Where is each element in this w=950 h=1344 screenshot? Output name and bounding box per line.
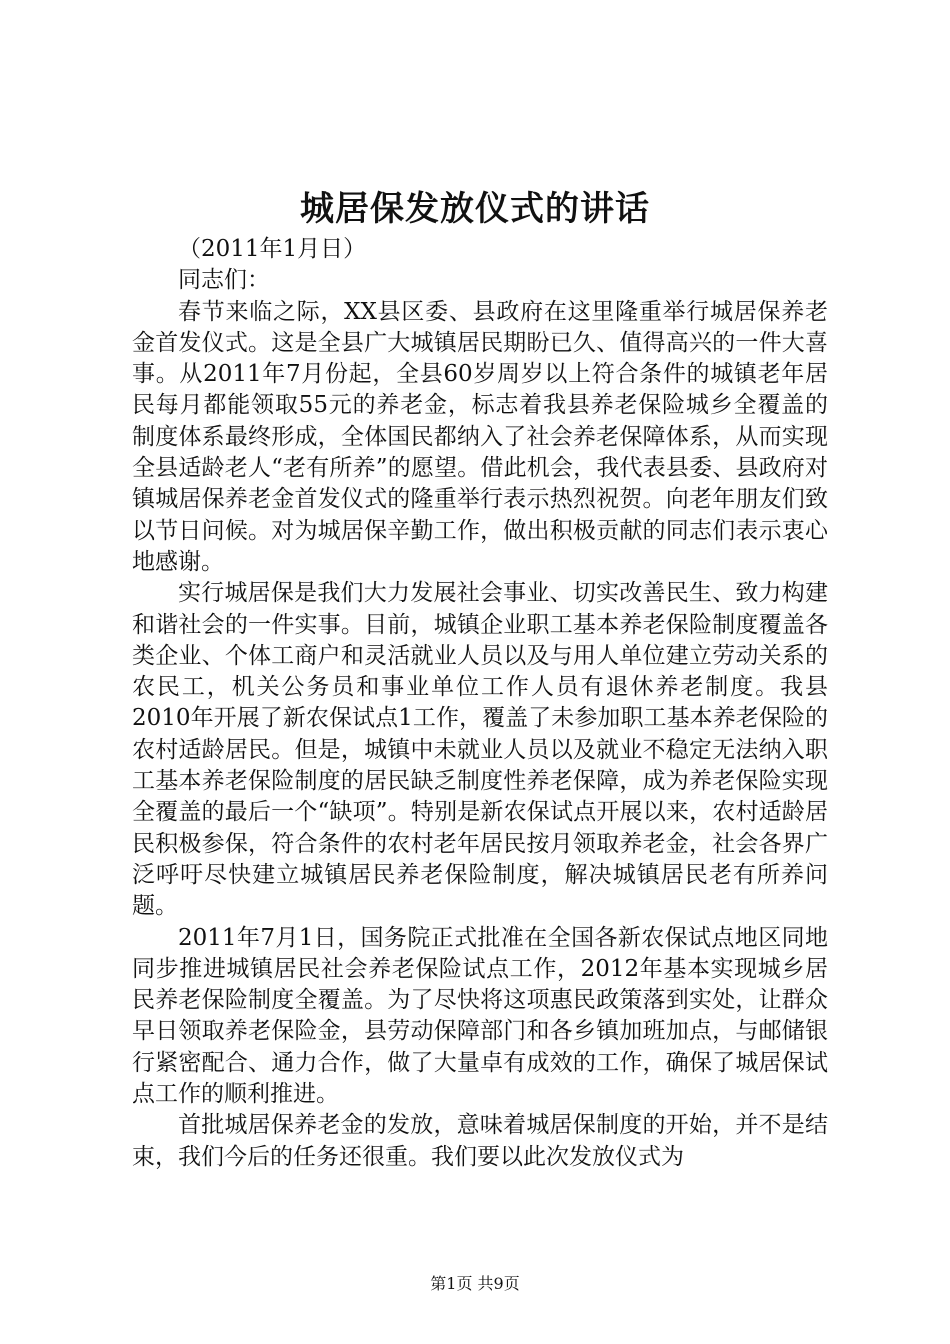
- paragraph-2: 实行城居保是我们大力发展社会事业、切实改善民生、致力构建和谐社会的一件实事。目前，城镇企业职工基本养老保险制度覆盖各类企业、个体工商户和灵活就业人员以及与用人单位建立劳动关系的农民工，机关公务员和事业单位工作人员有退休养老制度。我县2010年开展了新农保试点1工作，覆盖了未参加职工基本养老保险的农村适龄居民。但是，城镇中未就业人员以及就业不稳定无法纳入职工基本养老保险制度的居民缺乏制度性养老保障，成为养老保险实现全覆盖的最后一个“缺项”。特别是新农保试点开展以来，农村适龄居民积极参保，符合条件的农村老年居民按月领取养老金，社会各界广泛呼吁尽快建立城镇居民养老保险制度，解决城镇居民老有所养问题。: [132, 580, 828, 920]
- document-title: 城居保发放仪式的讲话: [300, 189, 650, 229]
- document-body: [132, 234, 828, 1173]
- paragraph-4: 首批城居保养老金的发放，意味着城居保制度的开始，并不是结束，我们今后的任务还很重。我们要以此次发放仪式为: [132, 1112, 828, 1170]
- salutation: 同志们：: [178, 267, 270, 294]
- paragraph-3: 2011年7月1日，国务院正式批准在全国各新农保试点地区同地同步推进城镇居民社会养老保险试点工作，2012年基本实现城乡居民养老保险制度全覆盖。为了尽快将这项惠民政策落到实处，让群众早日领取养老保险金，县劳动保障部门和各乡镇加班加点，与邮储银行紧密配合、通力合作，做了大量卓有成效的工作，确保了城居保试点工作的顺利推进。: [132, 924, 828, 1108]
- paragraph-1: 春节来临之际，XX县区委、县政府在这里隆重举行城居保养老金首发仪式。这是全县广大城镇居民期盼已久、值得高兴的一件大喜事。从2011年7月份起，全县60岁周岁以上符合条件的城镇老年居民每月都能领取55元的养老金，标志着我县养老保险城乡全覆盖的制度体系最终形成，全体国民都纳入了社会养老保障体系，从而实现全县适龄老人“老有所养”的愿望。借此机会，我代表县委、县政府对镇城居保养老金首发仪式的隆重举行表示热烈祝贺。向老年朋友们致以节日问候。对为城居保辛勤工作，做出积极贡献的同志们表示衷心地感谢。: [132, 298, 828, 575]
- date-line: （2011年1月日）: [178, 236, 367, 262]
- page-footer: 第1页 共9页: [430, 1274, 520, 1293]
